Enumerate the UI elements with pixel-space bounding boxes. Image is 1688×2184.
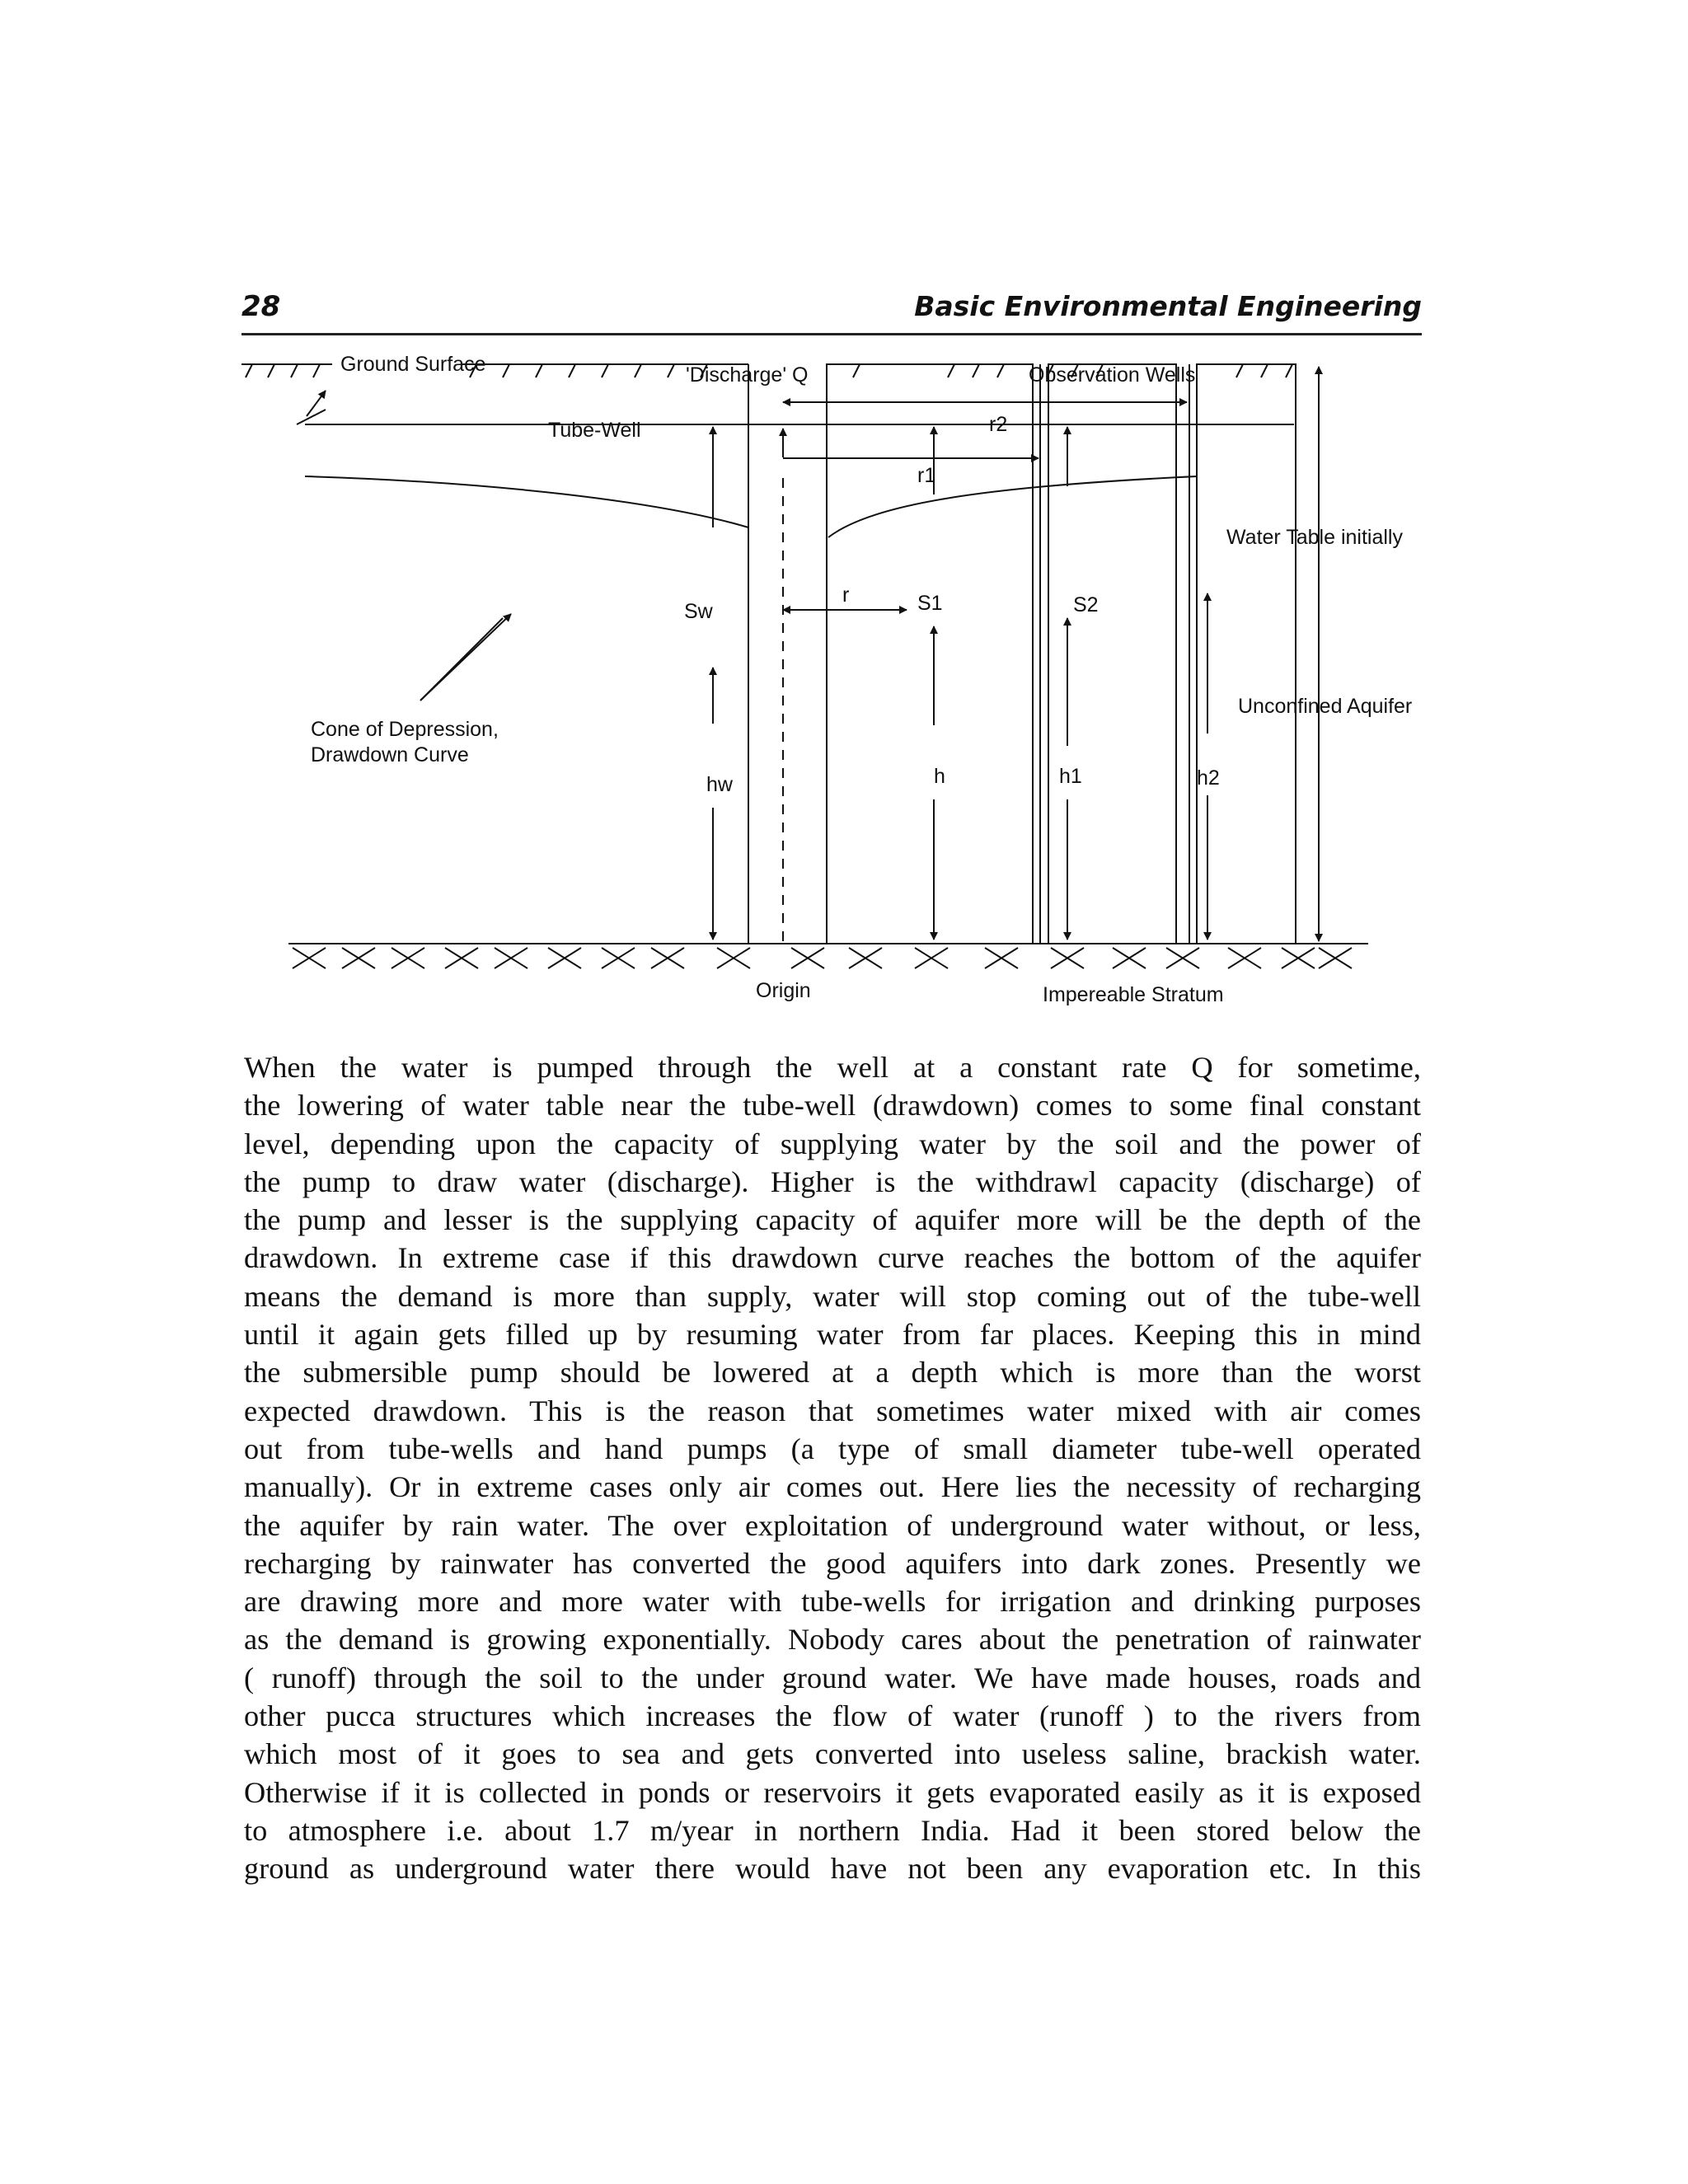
label-s1: S1 — [917, 592, 943, 615]
body-line: ground as underground water there would have not been any evaporation etc. In this — [244, 1852, 1421, 1886]
label-cone-line2: Drawdown Curve — [311, 743, 469, 766]
label-water-table: Water Table initially — [1226, 526, 1403, 549]
label-tube-well: Tube-Well — [548, 419, 641, 442]
body-line: means the demand is more than supply, water will stop coming out of the tube-well — [244, 1279, 1421, 1313]
label-ground-surface: Ground Surface — [340, 353, 486, 376]
body-line: level, depending upon the capacity of supplying water by the soil and the power of — [244, 1127, 1421, 1160]
drawdown-curve-left — [305, 476, 748, 527]
body-line: the pump and lesser is the supplying capacity of aquifer more will be the depth of the — [244, 1203, 1421, 1237]
body-line: ( runoff) through the soil to the under ground water. We have made houses, roads and — [244, 1661, 1421, 1694]
body-line: manually). Or in extreme cases only air comes out. Here lies the necessity of recharging — [244, 1470, 1421, 1504]
tube-well-diagram — [0, 0, 1688, 1038]
observation-well-3 — [1197, 364, 1296, 944]
body-line: are drawing more and more water with tube-wells for irrigation and drinking purposes — [244, 1585, 1421, 1619]
body-line: as the demand is growing exponentially. Nobody cares about the penetration of rainwater — [244, 1623, 1421, 1657]
book-title: Basic Environmental Engineering — [914, 290, 1422, 322]
label-hw: hw — [706, 773, 733, 796]
label-h1: h1 — [1059, 765, 1082, 788]
drawdown-curve-right — [828, 476, 1197, 537]
body-line: the pump to draw water (discharge). Higher is the withdrawl capacity (discharge) of — [244, 1165, 1421, 1198]
page-number: 28 — [241, 290, 281, 323]
label-r2: r2 — [989, 413, 1008, 436]
label-observation-wells: Observation Wells — [1029, 363, 1196, 387]
body-paragraph — [244, 1048, 1421, 1888]
body-line: other pucca structures which increases the flow of water (runoff ) to the rivers from — [244, 1699, 1421, 1733]
label-sw: Sw — [684, 600, 713, 623]
body-line: Otherwise if it is collected in ponds or reservoirs it gets evaporated easily as it is exposed — [244, 1775, 1421, 1809]
body-line: the submersible pump should be lowered at a depth which is more than the worst — [244, 1356, 1421, 1390]
label-h2: h2 — [1197, 766, 1220, 790]
label-r1: r1 — [917, 464, 936, 487]
label-cone-line1: Cone of Depression, — [311, 718, 499, 741]
body-line: drawdown. In extreme case if this drawdown curve reaches the bottom of the aquifer — [244, 1241, 1421, 1275]
body-line: until it again gets filled up by resuming water from far places. Keeping this in mind — [244, 1318, 1421, 1352]
body-line: to atmosphere i.e. about 1.7 m/year in northern India. Had it been stored below the — [244, 1813, 1421, 1847]
body-line: the lowering of water table near the tube-well (drawdown) comes to some final constant — [244, 1089, 1421, 1122]
body-line: out from tube-wells and hand pumps (a type of small diameter tube-well operated — [244, 1432, 1421, 1465]
label-origin: Origin — [756, 979, 811, 1002]
impermeable-stratum-hatching — [293, 948, 1352, 968]
label-r: r — [842, 583, 850, 607]
label-h: h — [934, 765, 945, 788]
observation-well-1 — [827, 364, 1033, 944]
body-line: recharging by rainwater has converted the good aquifers into dark zones. Presently we — [244, 1546, 1421, 1580]
label-unconfined-aquifer: Unconfined Aquifer — [1238, 695, 1413, 718]
label-impereable: Impereable Stratum — [1043, 983, 1224, 1006]
body-line: which most of it goes to sea and gets converted into useless saline, brackish water. — [244, 1737, 1421, 1771]
label-discharge: 'Discharge' Q — [686, 363, 809, 387]
body-line: expected drawdown. This is the reason that sometimes water mixed with air comes — [244, 1394, 1421, 1427]
label-s2: S2 — [1073, 593, 1099, 616]
body-line: When the water is pumped through the well at a constant rate Q for sometime, — [244, 1051, 1421, 1084]
body-line: the aquifer by rain water. The over exploitation of underground water without, or less, — [244, 1508, 1421, 1542]
